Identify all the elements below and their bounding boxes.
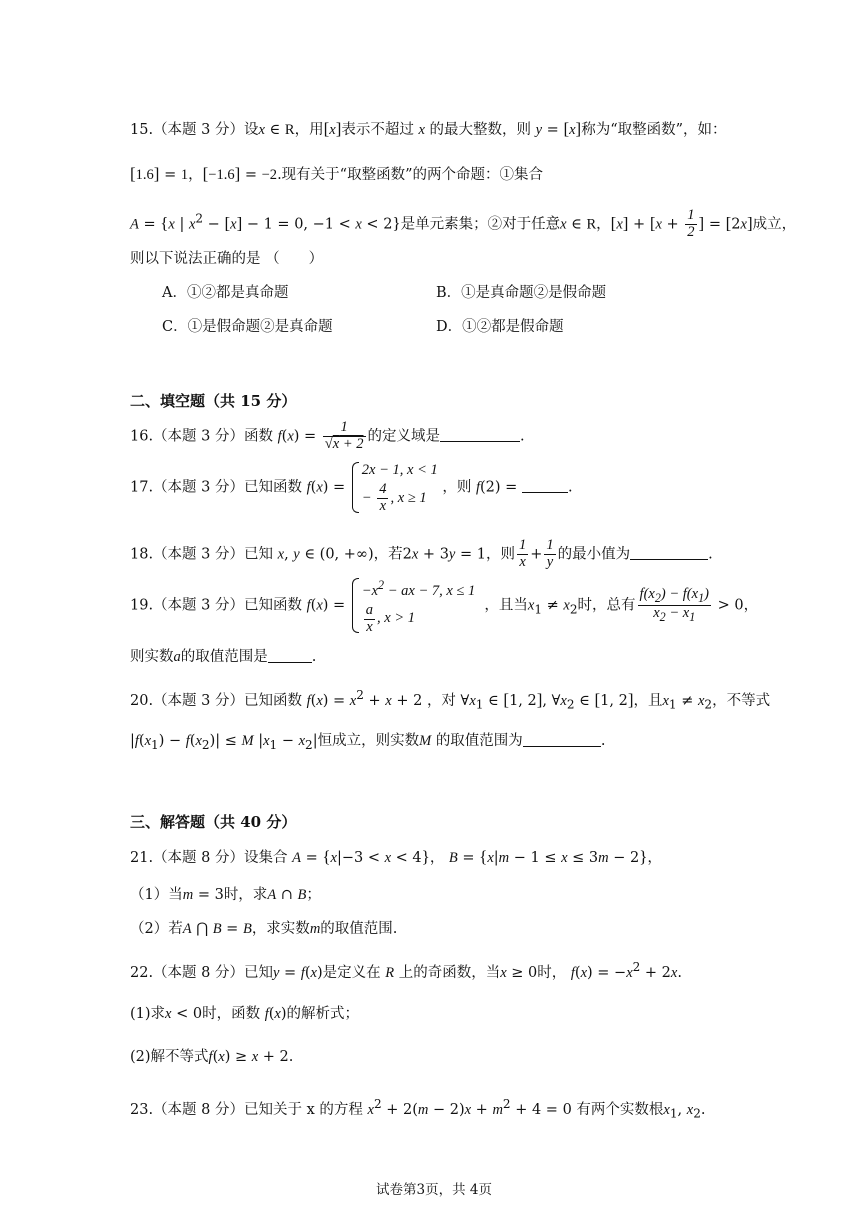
q22-part2: (2)解不等式f(x) ≥ x + 2. [130, 1049, 294, 1065]
q22-part1: (1)求x < 0时，函数 f(x)的解析式； [130, 1006, 359, 1022]
q21-part1: （1）当m = 3时，求A ∩ B； [130, 887, 321, 903]
q21-part2: （2）若A ⋂ B = B，求实数m的取值范围. [130, 921, 398, 937]
q16: 16.（本题 3 分）函数 f(x) = $\frac{1}{√x + 2}$ 的定义域是 . [130, 419, 525, 452]
q15-option-d: D．①②都是假命题 [436, 319, 564, 335]
section-2-title: 二、填空题（共 15 分） [130, 392, 297, 410]
q20-line2: $|f(x_1) - f(x_2)| \le M$ $|x_1 - x_2|$恒成立，则实数M 的取值范围为 . [130, 733, 606, 752]
q15-line2: [1.6] = 1，[−1.6] = −2.现有关于“取整函数”的两个命题：①集合 [130, 164, 543, 183]
q20: 20.（本题 3 分）已知函数 $f(x) = x^2 + x + 2$ ，对 $\forall x_1$ ∈ [1, 2], $\forall x_2$ ∈ [1, 2]，且$x_1 \ne x_2$，不等式 [130, 688, 771, 712]
q19: 19.（本题 3 分）已知函数 $f(x) = -x^2$ − ax − 7, x ≤ 1 $\frac{a}{x}$ , x > 1 ，且当$x_1 \ne x_2$时，总有 $\frac{f(x_2) - f(x_1)}{x_2 - x_1}$ > 0， [130, 578, 759, 635]
q19-line2: 则实数a的取值范围是 . [130, 649, 317, 665]
section-3-title: 三、解答题（共 40 分） [130, 813, 297, 831]
page-footer: 试卷第3页，共 4页 [376, 1182, 492, 1198]
q18: 18.（本题 3 分）已知 x, y ∈ (0, +∞)，若2x + 3y = 1，则 $\frac{1}{x}$ + $\frac{1}{y}$ 的最小值为 . [130, 537, 713, 570]
q15-line1: 15.（本题 3 分）设x ∈ R，用[x]表示不超过 x 的最大整数，则 y = [x]称为“取整函数”，如： [130, 119, 727, 138]
q22: 22.（本题 8 分）已知y = f(x)是定义在 R 上的奇函数，当x ≥ 0时， $f(x) = -x^2 + 2x$. [130, 960, 682, 981]
q17: 17.（本题 3 分）已知函数 f(x) = 2x − 1, x < 1 − $\frac{4}{x}$ , x ≥ 1 ，则 f(2) = . [130, 462, 573, 514]
q23: 23.（本题 8 分）已知关于 x 的方程 $x^2 + 2(m - 2)x + m^2 + 4 = 0$ 有两个实数根$x_1$, $x_2$. [130, 1097, 706, 1121]
q15-option-b: B．①是真命题②是假命题 [436, 285, 607, 301]
q15-line3: A = {x | $x^2 - [x] - 1 = 0$, −1 < x < 2}是单元素集；②对于任意x ∈ R，[x] + [x + $\frac{1}{2}$ ] = [2x]成立， [130, 207, 797, 240]
q15-option-a: A．①②都是真命题 [162, 285, 289, 301]
q15-line4: 则以下说法正确的是 （ ） [130, 251, 324, 267]
q21: 21.（本题 8 分）设集合 A = {x|−3 < x < 4}， B = {x|m − 1 ≤ x ≤ 3m − 2}， [130, 847, 662, 866]
q15-option-c: C．①是假命题②是真命题 [162, 319, 333, 335]
